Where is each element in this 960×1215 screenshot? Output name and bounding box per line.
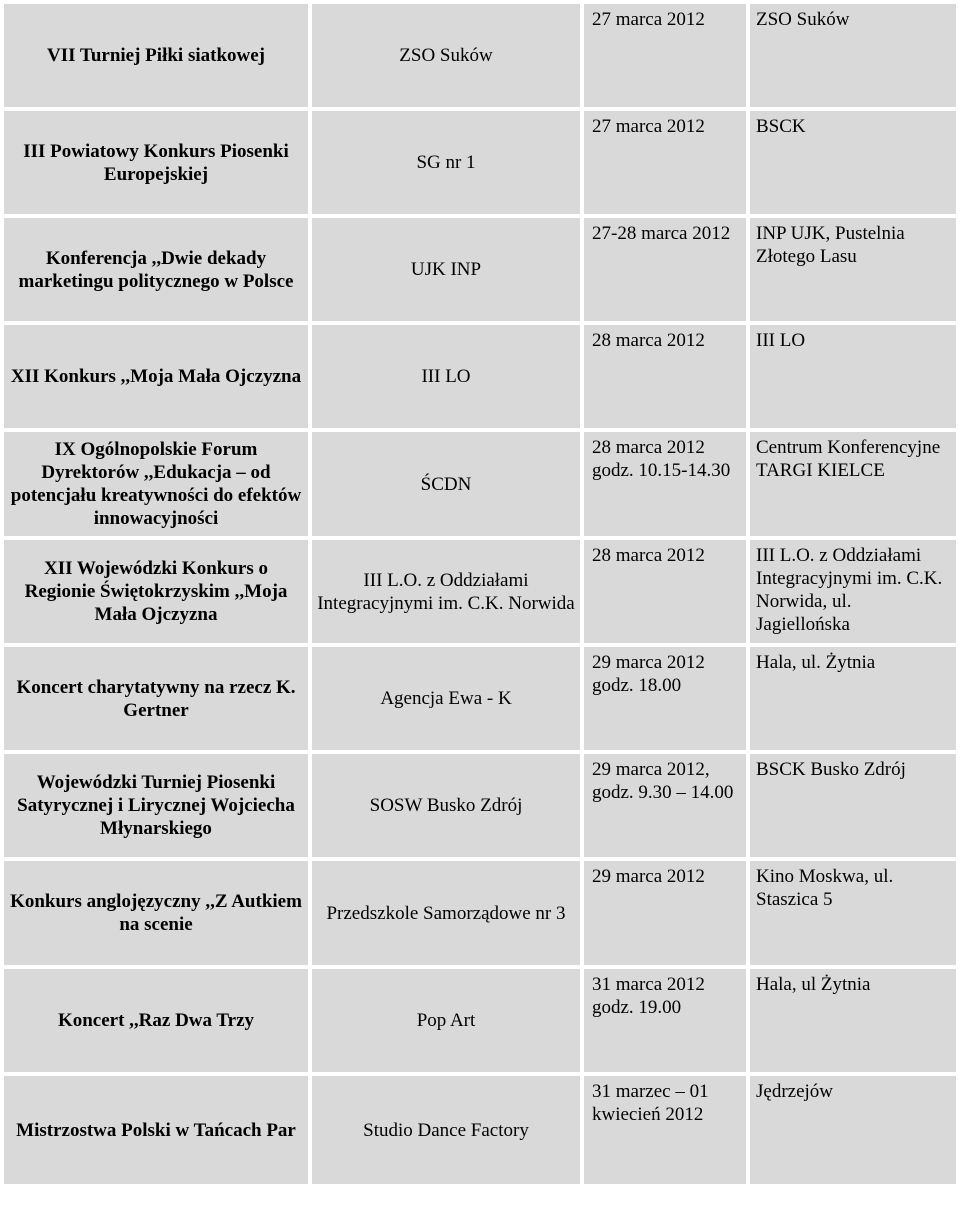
event-cell: Wojewódzki Turniej Piosenki Satyrycznej i Lirycznej Wojciecha Młynarskiego (4, 754, 308, 857)
organizer-cell: SG nr 1 (312, 111, 580, 214)
event-cell: Konferencja ,,Dwie dekady marketingu politycznego w Polsce (4, 218, 308, 321)
event-cell: XII Wojewódzki Konkurs o Regionie Świętokrzyskim ,,Moja Mała Ojczyzna (4, 540, 308, 643)
organizer-cell: Przedszkole Samorządowe nr 3 (312, 861, 580, 965)
place-cell: III L.O. z Oddziałami Integracyjnymi im. C.K. Norwida, ul. Jagiellońska (750, 540, 956, 643)
organizer-cell: III L.O. z Oddziałami Integracyjnymi im. C.K. Norwida (312, 540, 580, 643)
event-cell: Konkurs anglojęzyczny ,,Z Autkiem na scenie (4, 861, 308, 965)
table-row (4, 111, 956, 214)
place-cell: ZSO Suków (750, 4, 956, 107)
event-cell: Mistrzostwa Polski w Tańcach Par (4, 1076, 308, 1184)
table-row (4, 1076, 956, 1184)
organizer-cell: ŚCDN (312, 432, 580, 536)
place-cell: Kino Moskwa, ul. Staszica 5 (750, 861, 956, 965)
table-row (4, 325, 956, 428)
event-cell: XII Konkurs ,,Moja Mała Ojczyzna (4, 325, 308, 428)
date-cell: 27 marca 2012 (584, 111, 746, 214)
place-cell: Hala, ul. Żytnia (750, 647, 956, 750)
table-row (4, 218, 956, 321)
table-row (4, 647, 956, 750)
table-row (4, 432, 956, 536)
place-cell: BSCK (750, 111, 956, 214)
table-row (4, 861, 956, 965)
place-cell: BSCK Busko Zdrój (750, 754, 956, 857)
place-cell: INP UJK, Pustelnia Złotego Lasu (750, 218, 956, 321)
place-cell: Jędrzejów (750, 1076, 956, 1184)
place-cell: Hala, ul Żytnia (750, 969, 956, 1072)
table-row (4, 4, 956, 107)
organizer-cell: Pop Art (312, 969, 580, 1072)
organizer-cell: UJK INP (312, 218, 580, 321)
organizer-cell: SOSW Busko Zdrój (312, 754, 580, 857)
event-cell: VII Turniej Piłki siatkowej (4, 4, 308, 107)
table-row (4, 754, 956, 857)
date-cell: 28 marca 2012 (584, 325, 746, 428)
table-row (4, 540, 956, 643)
date-cell: 27-28 marca 2012 (584, 218, 746, 321)
event-cell: Koncert ,,Raz Dwa Trzy (4, 969, 308, 1072)
date-cell: 29 marca 2012, godz. 9.30 – 14.00 (584, 754, 746, 857)
table-row (4, 969, 956, 1072)
place-cell: Centrum Konferencyjne TARGI KIELCE (750, 432, 956, 536)
organizer-cell: Studio Dance Factory (312, 1076, 580, 1184)
date-cell: 28 marca 2012 (584, 540, 746, 643)
organizer-cell: III LO (312, 325, 580, 428)
place-cell: III LO (750, 325, 956, 428)
date-cell: 27 marca 2012 (584, 4, 746, 107)
event-cell: IX Ogólnopolskie Forum Dyrektorów ,,Edukacja – od potencjału kreatywności do efektów innowacyjności (4, 432, 308, 536)
organizer-cell: Agencja Ewa - K (312, 647, 580, 750)
date-cell: 31 marzec – 01 kwiecień 2012 (584, 1076, 746, 1184)
date-cell: 31 marca 2012 godz. 19.00 (584, 969, 746, 1072)
date-cell: 29 marca 2012 godz. 18.00 (584, 647, 746, 750)
event-cell: III Powiatowy Konkurs Piosenki Europejskiej (4, 111, 308, 214)
event-cell: Koncert charytatywny na rzecz K. Gertner (4, 647, 308, 750)
date-cell: 29 marca 2012 (584, 861, 746, 965)
organizer-cell: ZSO Suków (312, 4, 580, 107)
date-cell: 28 marca 2012 godz. 10.15-14.30 (584, 432, 746, 536)
